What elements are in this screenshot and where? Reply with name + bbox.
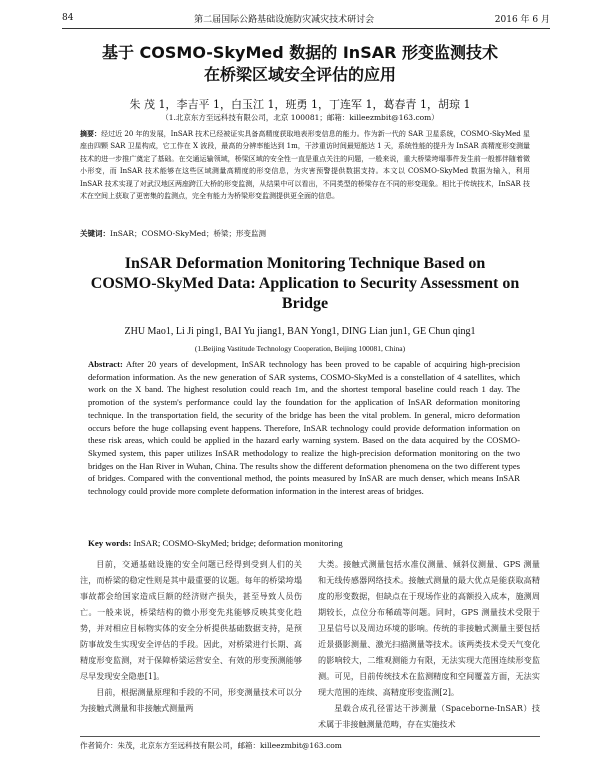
issue-date: 2016 年 6 月 (494, 14, 550, 25)
chinese-keywords (80, 228, 530, 239)
body-text-columns (80, 556, 540, 734)
body-left-column (80, 556, 302, 734)
body-right-column (318, 556, 540, 734)
english-abstract-label: Abstract: (88, 359, 123, 369)
chinese-title (0, 42, 600, 86)
body-paragraph: 目前，根据测量原理和手段的不同，形变测量技术可以分为接触式测量和非接触式测量两 (80, 687, 302, 713)
chinese-title-line-2: 在桥梁区域安全评估的应用 (203, 65, 396, 84)
english-keywords-label: Key words: (88, 538, 132, 548)
body-paragraph: 目前，交通基础设施的安全问题已经得到受到人们的关注，而桥梁的稳定性则是其中最重要的议题。每年的桥梁垮塌事故都会给国家造成巨额的经济财产损失，甚至导致人员伤亡。一般来说，桥梁结构的微小形变先兆能够反映其变化趋势，并对相应目标物实体的安全分析提供基础数据支持，是预防事故发生实现安全评估的手段。因此，对桥梁进行长期、高精度形变监测，对于保障桥梁运营安全、有效的形变预测能够尽早发现安全隐患[1]。 (80, 559, 302, 681)
english-abstract (88, 358, 520, 498)
author-footnote: 作者简介：朱茂，北京东方至远科技有限公司，邮箱：killeezmbit@163.com (80, 736, 540, 751)
page-number: 84 (62, 13, 74, 23)
conference-name: 第二届国际公路基础设施防灾减灾技术研讨会 (194, 14, 375, 25)
chinese-keywords-text: InSAR；COSMO-SkyMed；桥梁；形变监测 (110, 229, 266, 238)
body-paragraph: 大类。接触式测量包括水准仪测量、倾斜仪测量、GPS 测量和无线传感器网络技术。接触式测量的最大优点是能获取高精度的形变数据，但缺点在于现场作业的高额投入成本，施测周期较长，点位分布稀疏等问题。同时，GPS 测量技术受限于卫星信号以及周边环境的影响。传统的非接触式测量主要包括近景摄影测量、激光扫描测量等技术。该两类技术受天气变化的影响较大，二维观测能力有限，无法实现大范围连续形变监测。可见，目前传统技术在监测精度和空间覆盖方面，无法实现大范围的连续、高精度形变监测[2]。 (318, 559, 540, 697)
chinese-abstract-text: 经过近 20 年的发展，InSAR 技术已经被证实具备高精度获取地表形变信息的能力。作为新一代的 SAR 卫星系统，COSMO-SkyMed 星座由四颗 SAR 卫星构成，它工作在 X 波段，最高的分辨率能达到 1m，干涉重访时间最短能达 1 天，系统性能的提升为 InSAR 高精度形变测量技术的进一步推广奠定了基础。在交通运输领域，桥梁区域的安全性一直是重点关注的问题，一般来说，重大桥梁垮塌事件发生前一般都伴随着微小形变，而 InSAR 技术能够在这些区域测量高精度的形变信息，为灾害预警提供数据支持。本文以 COSMO-SkyMed 数据为输入，利用 InSAR 技术实现了对武汉地区两座跨江大桥的形变监测，从结果中可以看出，不同类型的桥梁存在不同的形变现象。相比于传统技术，InSAR 技术在空间上获取了更密集的监测点，完全有能力为桥梁形变监测提供更全面的信息。 (80, 130, 530, 201)
english-authors: ZHU Mao1, Li Ji ping1, BAI Yu jiang1, BAN Yong1, DING Lian jun1, GE Chun qing1 (124, 326, 476, 337)
chinese-affiliation: （1.北京东方至远科技有限公司，北京 100081；邮箱：killeezmbit@163.com） (161, 113, 439, 122)
chinese-abstract-label: 摘要： (80, 130, 102, 138)
chinese-title-line-1: 基于 COSMO-SkyMed 数据的 InSAR 形变监测技术 (101, 43, 498, 62)
english-keywords (88, 538, 520, 548)
english-affiliation: (1.Beijing Vastitude Technology Cooperation, Beijing 100081, China) (194, 344, 406, 353)
body-paragraph: 星载合成孔径雷达干涉测量（Spaceborne-InSAR）技术属于非接触测量范畴，存在实施技术 (318, 703, 540, 729)
running-header (62, 10, 550, 29)
chinese-keywords-label: 关键词： (80, 229, 110, 238)
english-title: InSAR Deformation Monitoring Technique Based on COSMO-SkyMed Data: Application to Security Assessment on Bridge (90, 255, 520, 312)
english-abstract-text: After 20 years of development, InSAR technology has been proved to be capable of acquiring high-precision deformation information. As the new generation of SAR systems, COSMO-SkyMed is a constellation of 4 satellites, which work on the X band. The highest resolution could reach 1m, and the shortest temporal baseline could reach 1 day. The promotion of the system's performance could lay the foundation for the application of InSAR deformation monitoring technique. In the transportation field, the security of the bridge has been the vital problem. In general, micro deformation occurs before the huge collapsing event happens. Therefore, InSAR technology could provide deformation information on these risk areas, which could be applied in the hazard early warning system. Based on the data acquired by the COSMO-Skymed system, this paper utilizes InSAR methodology to realize the high-precision deformation monitoring on the two bridges on the Han River in Wuhan, China. The results show the different deformation phenomena on the two different types of bridges. Compared with the conventional method, the points measured by InSAR are much denser, which means InSAR technology could provide more complete deformation information in the interest areas of bridges. (88, 359, 520, 497)
chinese-authors: 朱 茂 1，李吉平 1，白玉江 1，班勇 1，丁连军 1，葛春青 1，胡琼 1 (129, 98, 471, 111)
english-keywords-text: InSAR; COSMO-SkyMed; bridge; deformation monitoring (133, 538, 343, 548)
chinese-abstract (80, 128, 530, 202)
